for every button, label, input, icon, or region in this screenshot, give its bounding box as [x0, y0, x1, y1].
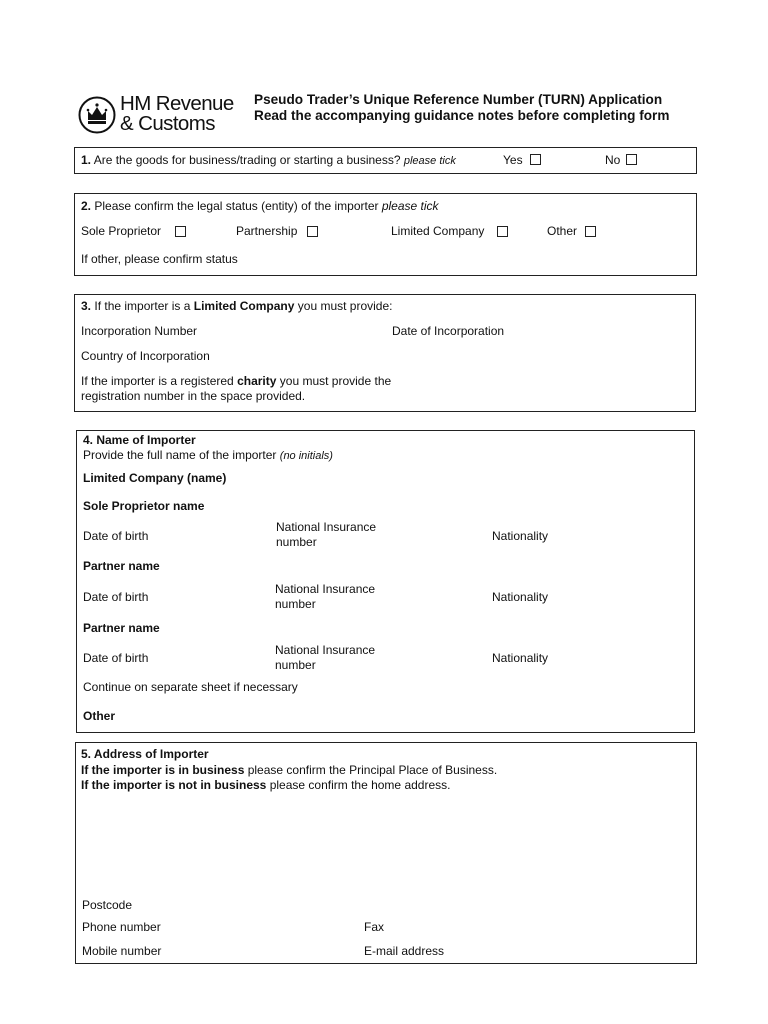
limited-company-checkbox[interactable]: [497, 226, 508, 237]
section-5-heading: 5. Address of Importer: [81, 747, 209, 761]
section-3-intro: 3. If the importer is a Limited Company you must provide:: [81, 299, 393, 313]
limited-company-name-label: Limited Company (name): [83, 471, 227, 485]
incorporation-number-label: Incorporation Number: [81, 324, 198, 338]
no-label: No: [605, 153, 621, 167]
sole-proprietor-label: Sole Proprietor: [81, 224, 162, 238]
limited-company-label: Limited Company: [391, 224, 485, 238]
country-of-incorporation-label: Country of Incorporation: [81, 349, 210, 363]
partner-2-nationality-label: Nationality: [492, 651, 549, 665]
other-name-label: Other: [83, 709, 116, 723]
yes-checkbox[interactable]: [530, 154, 541, 165]
charity-note: If the importer is a registered charity you must provide the: [81, 374, 392, 388]
section-1-question: 1. Are the goods for business/trading or starting a business? please tick: [81, 153, 456, 167]
mobile-number-label: Mobile number: [82, 944, 162, 958]
other-status-label: If other, please confirm status: [81, 252, 238, 266]
partnership-label: Partnership: [236, 224, 298, 238]
phone-number-label: Phone number: [82, 920, 161, 934]
partner-2-ni-label: National Insurance number: [275, 643, 376, 672]
continue-note: Continue on separate sheet if necessary: [83, 680, 298, 694]
partner-2-name-label: Partner name: [83, 621, 160, 635]
section-4-provide: Provide the full name of the importer (no initials): [83, 448, 333, 462]
partner-1-nationality-label: Nationality: [492, 590, 549, 604]
hmrc-crest-icon: [78, 95, 116, 135]
sole-date-of-birth-label: Date of birth: [83, 529, 149, 543]
no-checkbox[interactable]: [626, 154, 637, 165]
sole-nationality-label: Nationality: [492, 529, 549, 543]
section-4-heading: 4. Name of Importer: [83, 433, 196, 447]
other-label: Other: [547, 224, 578, 238]
yes-label: Yes: [503, 153, 523, 167]
sole-ni-label: National Insurance number: [276, 520, 377, 549]
charity-note-line2: registration number in the space provided.: [81, 389, 306, 403]
form-title: Pseudo Trader’s Unique Reference Number (TURN) Application Read the accompanying guidance notes before completing form: [254, 92, 670, 123]
postcode-label: Postcode: [82, 898, 133, 912]
date-of-incorporation-label: Date of Incorporation: [392, 324, 505, 338]
partner-1-ni-label: National Insurance number: [275, 582, 376, 611]
hmrc-logo-text: HM Revenue & Customs: [120, 92, 234, 135]
not-in-business-note: If the importer is not in business please confirm the home address.: [81, 778, 451, 792]
sole-proprietor-name-label: Sole Proprietor name: [83, 499, 205, 513]
section-2-question: 2. Please confirm the legal status (entity) of the importer please tick: [81, 199, 439, 213]
in-business-note: If the importer is in business please confirm the Principal Place of Business.: [81, 763, 498, 777]
partner-2-date-of-birth-label: Date of birth: [83, 651, 149, 665]
partner-1-date-of-birth-label: Date of birth: [83, 590, 149, 604]
other-checkbox[interactable]: [585, 226, 596, 237]
sole-proprietor-checkbox[interactable]: [175, 226, 186, 237]
email-address-label: E-mail address: [364, 944, 445, 958]
partner-1-name-label: Partner name: [83, 559, 160, 573]
partnership-checkbox[interactable]: [307, 226, 318, 237]
fax-label: Fax: [364, 920, 385, 934]
